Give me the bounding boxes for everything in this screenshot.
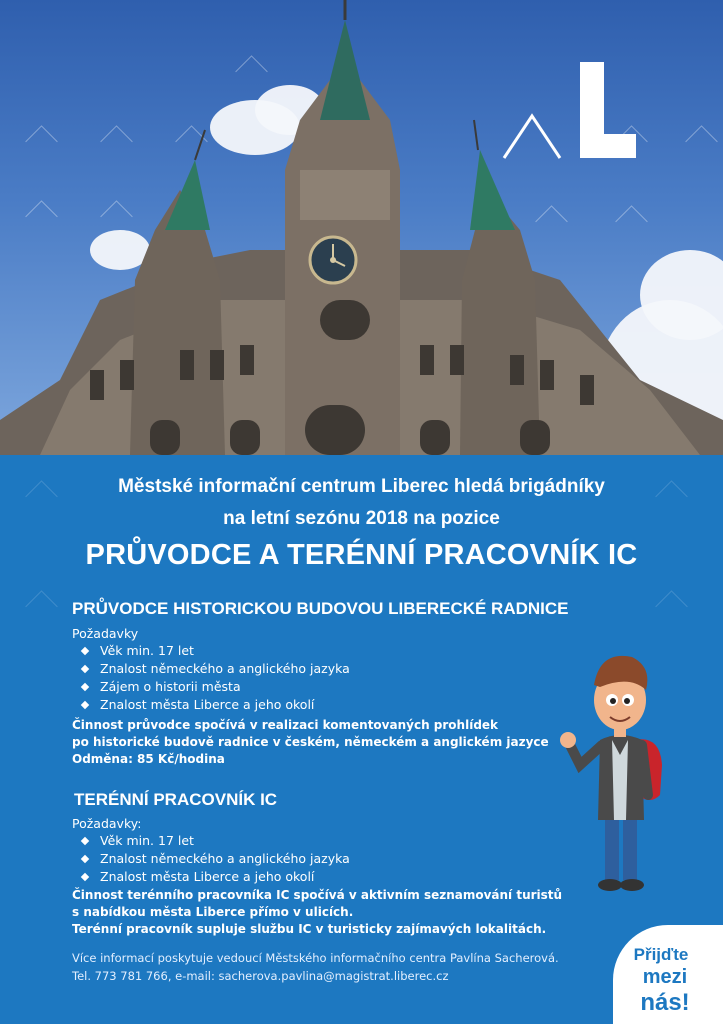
section2-requirements-label: Požadavky: [72, 816, 142, 831]
badge-line2: mezi [642, 966, 688, 988]
list-item: Věk min. 17 let [78, 642, 350, 660]
section2-description-line: Činnost terénního pracovníka IC spočívá v aktivním seznamování turistů [72, 888, 563, 902]
headline-line1: Městské informační centrum Liberec hledá brigádníky [118, 476, 605, 497]
list-item: Znalost města Liberce a jeho okolí [78, 696, 350, 714]
headline-line2: na letní sezónu 2018 na pozice [223, 508, 500, 529]
section1-title: PRŮVODCE HISTORICKOU BUDOVOU LIBERECKÉ RADNICE [72, 599, 569, 618]
section2-description-line: s nabídkou města Liberce přímo v ulicích. [72, 905, 354, 919]
section1-requirements-list [78, 642, 350, 714]
header-photo [0, 0, 723, 455]
list-item: Znalost německého a anglického jazyka [78, 850, 350, 868]
contact-info [72, 949, 559, 985]
badge-line1: Přijďte [633, 945, 689, 964]
chevron-pattern-icon [25, 590, 58, 623]
liberec-logo [500, 60, 640, 160]
section2-description-line: Terénní pracovník supluje službu IC v turisticky zajímavých lokalitách. [72, 922, 547, 936]
section1-description-line: po historické budově radnice v českém, německém a anglickém jazyce [72, 735, 549, 749]
list-item: Věk min. 17 let [78, 832, 350, 850]
list-item: Znalost německého a anglického jazyka [78, 660, 350, 678]
list-item: Znalost města Liberce a jeho okolí [78, 868, 350, 886]
section1-requirements-label: Požadavky [72, 626, 139, 641]
section2-description [72, 887, 562, 938]
section2-requirements-list [78, 832, 350, 886]
guide-character-illustration [560, 645, 680, 895]
contact-line: Tel. 773 781 766, e-mail: sacherova.pavlina@magistrat.liberec.cz [72, 969, 449, 983]
list-item: Zájem o historii města [78, 678, 350, 696]
section1-reward: Odměna: 85 Kč/hodina [72, 752, 225, 766]
section1-description [72, 717, 549, 768]
contact-line: Více informací poskytuje vedoucí Městského informačního centra Pavlína Sacherová. [72, 951, 559, 965]
headline-title: PRŮVODCE A TERÉNNÍ PRACOVNÍK IC [85, 539, 638, 571]
badge-line3: nás! [640, 989, 690, 1016]
section2-title: TERÉNNÍ PRACOVNÍK IC [74, 790, 278, 809]
join-us-badge [613, 925, 723, 1024]
chevron-pattern-icon [655, 590, 688, 623]
section1-description-line: Činnost průvodce spočívá v realizaci komentovaných prohlídek [72, 718, 499, 732]
